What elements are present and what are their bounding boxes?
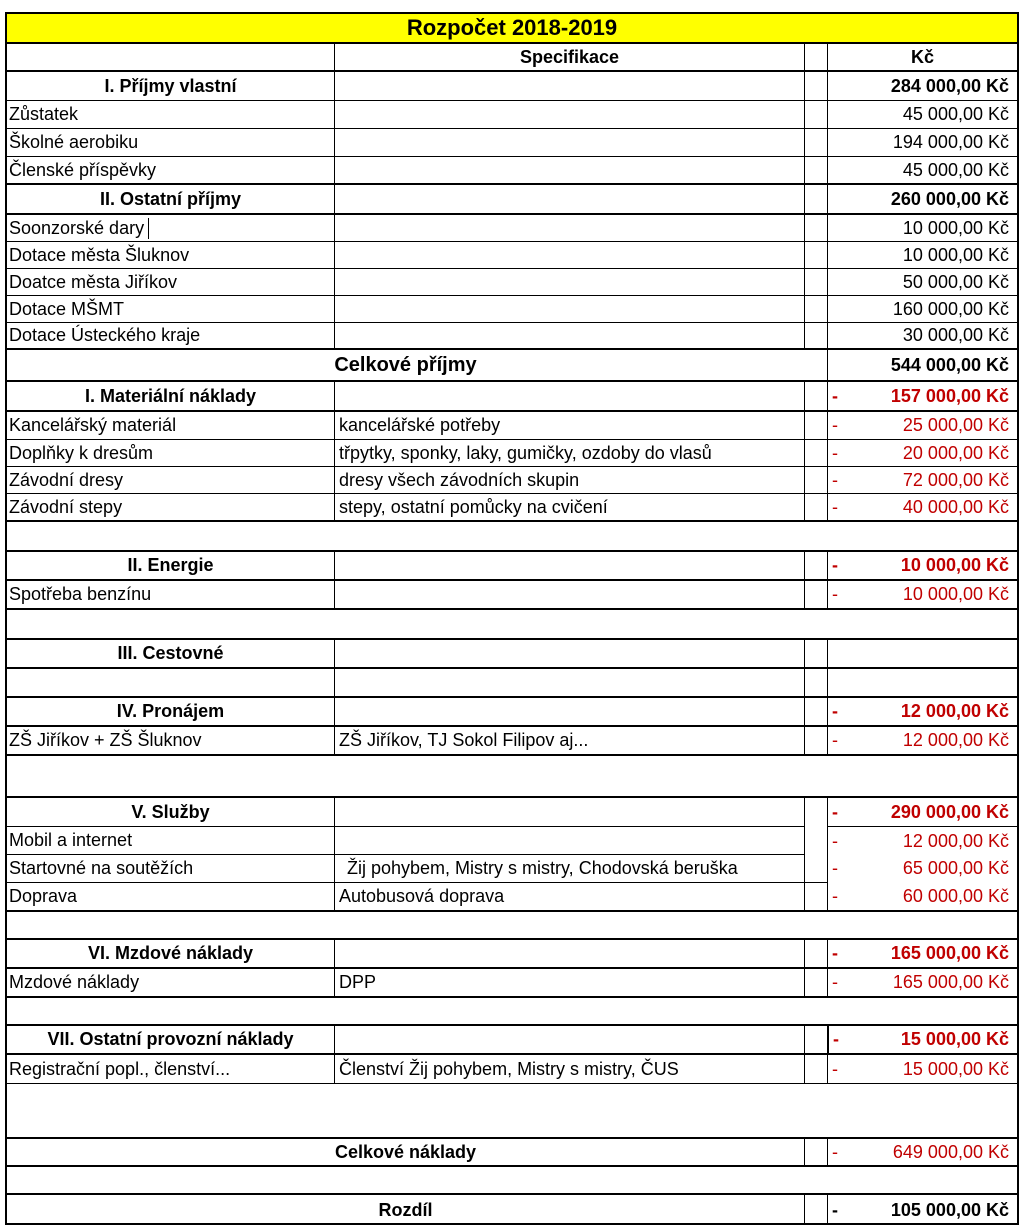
section-row: [7, 798, 1017, 827]
row-amount-value: 72 000,00 Kč: [902, 469, 1009, 490]
row-amount-value: 65 000,00 Kč: [902, 858, 1009, 878]
dash-cell: [804, 412, 827, 440]
section-row: [7, 640, 1017, 669]
row-label: Mzdové náklady: [7, 969, 334, 998]
row-amount-value: 40 000,00 Kč: [902, 496, 1009, 517]
spacer-cell: [7, 1167, 1017, 1195]
minus-sign: -: [832, 1058, 838, 1079]
dash-cell: [804, 698, 827, 727]
section-title: II. Energie: [7, 552, 334, 581]
dash-cell: [804, 552, 827, 581]
row-label-text: Soonzorské dary: [9, 218, 149, 239]
section-total: [827, 552, 1017, 581]
section-title: IV. Pronájem: [7, 698, 334, 727]
row-amount: [827, 855, 1017, 882]
spacer-row: [7, 756, 1017, 798]
row-label: Doatce města Jiříkov: [7, 269, 334, 296]
dash-cell: [804, 242, 827, 269]
difference-value: 105 000,00 Kč: [890, 1199, 1009, 1220]
section-title: V. Služby: [7, 798, 334, 827]
section-title: II. Ostatní příjmy: [7, 185, 334, 215]
table-row: [7, 215, 1017, 242]
spec-cell: [334, 323, 804, 350]
row-amount-value: 15 000,00 Kč: [902, 1058, 1009, 1079]
difference-row: [7, 1195, 1017, 1225]
table-row: [7, 129, 1017, 157]
row-amount: 194 000,00 Kč: [827, 129, 1017, 157]
section-total-value: 290 000,00 Kč: [890, 801, 1009, 822]
minus-sign: -: [832, 555, 838, 575]
table-row: [7, 296, 1017, 323]
table-row: [7, 855, 1017, 882]
title-row: [7, 14, 1017, 44]
section-total-value: 15 000,00 Kč: [900, 1029, 1009, 1049]
spacer-row: [7, 610, 1017, 640]
costs-total-label: Celkové náklady: [7, 1139, 804, 1167]
minus-sign: -: [832, 830, 838, 851]
row-label: Dotace MŠMT: [7, 296, 334, 323]
spacer-cell: [7, 1084, 1017, 1139]
header-spec: Specifikace: [334, 44, 804, 72]
table-row: [7, 269, 1017, 296]
section-row: [7, 552, 1017, 581]
row-spec: [334, 581, 804, 610]
spec-cell: [334, 940, 804, 969]
minus-sign: -: [832, 858, 838, 878]
section-row: [7, 382, 1017, 412]
dash-cell: [804, 72, 827, 101]
row-amount: 30 000,00 Kč: [827, 323, 1017, 350]
spec-cell: [334, 640, 804, 669]
row-amount: [827, 969, 1017, 998]
minus-sign: -: [832, 385, 838, 406]
budget-table: [5, 12, 1019, 1225]
header-label-cell: [7, 44, 334, 72]
section-title: I. Materiální náklady: [7, 382, 334, 412]
section-total-value: 157 000,00 Kč: [890, 385, 1009, 406]
minus-sign: -: [832, 701, 838, 721]
spec-cell: [334, 242, 804, 269]
row-amount: 45 000,00 Kč: [827, 157, 1017, 185]
spec-cell: [334, 72, 804, 101]
minus-sign: -: [832, 1199, 838, 1220]
difference-amount: [827, 1195, 1017, 1225]
row-label: Mobil a internet: [7, 827, 334, 855]
row-amount-value: 12 000,00 Kč: [902, 830, 1009, 851]
minus-sign: -: [833, 1029, 839, 1049]
row-amount-value: 10 000,00 Kč: [902, 584, 1009, 604]
section-row: [7, 72, 1017, 101]
row-label: ZŠ Jiříkov + ZŠ Šluknov: [7, 727, 334, 756]
dash-cell: [804, 1055, 827, 1084]
section-total: [827, 382, 1017, 412]
spec-cell: [334, 669, 804, 698]
table-row: [7, 1055, 1017, 1084]
row-spec: [334, 827, 804, 855]
table-row: [7, 242, 1017, 269]
section-total: [827, 940, 1017, 969]
dash-cell: [804, 669, 827, 698]
row-spec: třpytky, sponky, laky, gumičky, ozdoby do vlasů: [334, 440, 804, 467]
row-amount: [827, 440, 1017, 467]
table-row: [7, 727, 1017, 756]
section-total-value: 165 000,00 Kč: [890, 943, 1009, 963]
row-amount: [827, 494, 1017, 522]
spec-cell: [334, 382, 804, 412]
row-spec: Autobusová doprava: [334, 882, 804, 912]
section-row: [7, 698, 1017, 727]
dash-cell: [804, 129, 827, 157]
costs-total-row: [7, 1139, 1017, 1167]
spec-cell: [334, 269, 804, 296]
dash-cell: [804, 269, 827, 296]
section-row: [7, 1026, 1017, 1055]
row-spec: Žij pohybem, Mistry s mistry, Chodovská beruška: [334, 855, 804, 882]
minus-sign: -: [832, 442, 838, 463]
table-row: [7, 581, 1017, 610]
amount-cell: [827, 669, 1017, 698]
costs-total: [827, 1139, 1017, 1167]
section-title: III. Cestovné: [7, 640, 334, 669]
row-label: Spotřeba benzínu: [7, 581, 334, 610]
row-amount: [827, 581, 1017, 610]
spacer-row: [7, 1084, 1017, 1139]
row-label: Kancelářský materiál: [7, 412, 334, 440]
spacer-row: [7, 998, 1017, 1026]
minus-sign: -: [832, 584, 838, 604]
row-amount: 160 000,00 Kč: [827, 296, 1017, 323]
minus-sign: -: [832, 469, 838, 490]
row-label: Doprava: [7, 882, 334, 912]
table-row: [7, 827, 1017, 855]
dash-cell: [804, 727, 827, 756]
section-title: VI. Mzdové náklady: [7, 940, 334, 969]
row-amount-value: 25 000,00 Kč: [902, 415, 1009, 435]
table-row: [7, 882, 1017, 912]
header-amount: Kč: [827, 44, 1017, 72]
row-label: Dotace města Šluknov: [7, 242, 334, 269]
section-total-value: 10 000,00 Kč: [900, 555, 1009, 575]
table-row: [7, 467, 1017, 494]
section-title: I. Příjmy vlastní: [7, 72, 334, 101]
minus-sign: -: [832, 415, 838, 435]
page-title: Rozpočet 2018-2019: [7, 14, 1017, 44]
table-row: [7, 323, 1017, 350]
section-row: [7, 940, 1017, 969]
row-amount: 50 000,00 Kč: [827, 269, 1017, 296]
table-row: [7, 101, 1017, 129]
section-total: [827, 698, 1017, 727]
dash-cell: [804, 101, 827, 129]
income-total-label: Celkové příjmy: [7, 350, 804, 382]
section-total-value: 12 000,00 Kč: [900, 701, 1009, 721]
spec-cell: [334, 296, 804, 323]
dash-cell: [804, 467, 827, 494]
spacer-cell: [7, 912, 1017, 940]
spec-cell: [334, 129, 804, 157]
dash-cell: [804, 855, 827, 882]
table-row: [7, 412, 1017, 440]
dash-cell: [804, 827, 827, 855]
spec-cell: [334, 1026, 804, 1055]
row-spec: ZŠ Jiříkov, TJ Sokol Filipov aj...: [334, 727, 804, 756]
minus-sign: -: [832, 496, 838, 517]
row-amount: [827, 412, 1017, 440]
dash-cell: [804, 581, 827, 610]
row-amount: 45 000,00 Kč: [827, 101, 1017, 129]
dash-cell: [804, 969, 827, 998]
row-label: Závodní stepy: [7, 494, 334, 522]
dash-cell: [804, 296, 827, 323]
row-spec: dresy všech závodních skupin: [334, 467, 804, 494]
spec-cell: [334, 185, 804, 215]
row-label: Zůstatek: [7, 101, 334, 129]
section-total: 260 000,00 Kč: [827, 185, 1017, 215]
row-label: Startovné na soutěžích: [9, 858, 194, 878]
row-amount: [827, 1055, 1017, 1084]
section-title: VII. Ostatní provozní náklady: [7, 1026, 334, 1055]
row-label: Registrační popl., členství...: [7, 1055, 334, 1084]
row-amount-value: 60 000,00 Kč: [902, 885, 1009, 906]
dash-cell: [804, 215, 827, 242]
dash-cell: [804, 350, 827, 382]
row-label: [7, 215, 334, 242]
table-row: [7, 440, 1017, 467]
row-label: Závodní dresy: [7, 467, 334, 494]
dash-cell: [804, 940, 827, 969]
costs-total-value: 649 000,00 Kč: [892, 1141, 1009, 1162]
section-total: [827, 798, 1017, 827]
minus-sign: -: [832, 943, 838, 963]
row-label: Členské příspěvky: [7, 157, 334, 185]
dash-cell: [804, 798, 827, 827]
row-label: Doplňky k dresům: [7, 440, 334, 467]
minus-sign: -: [832, 972, 838, 992]
income-total-row: [7, 350, 1017, 382]
spacer-cell: [7, 522, 1017, 552]
spec-cell: [334, 552, 804, 581]
table-row: [7, 157, 1017, 185]
row-amount-value: 20 000,00 Kč: [902, 442, 1009, 463]
spacer-row: [7, 1167, 1017, 1195]
dash-cell: [804, 640, 827, 669]
dash-cell: [804, 882, 827, 912]
spacer-cell: [7, 610, 1017, 640]
spacer-cell: [7, 756, 1017, 798]
row-spec: DPP: [334, 969, 804, 998]
row-label: Dotace Ústeckého kraje: [7, 323, 334, 350]
dash-cell: [804, 1026, 827, 1055]
row-label: [7, 669, 334, 698]
spacer-cell: [7, 998, 1017, 1026]
minus-sign: -: [832, 801, 838, 822]
amount-cell: [827, 640, 1017, 669]
spec-cell: [334, 157, 804, 185]
dash-cell: [804, 1195, 827, 1225]
row-spec: Členství Žij pohybem, Mistry s mistry, ČUS: [334, 1055, 804, 1084]
row-spec: kancelářské potřeby: [334, 412, 804, 440]
header-dash-cell: [804, 44, 827, 72]
row-amount-value: 12 000,00 Kč: [902, 730, 1009, 750]
row-amount: [827, 827, 1017, 855]
dash-cell: [804, 440, 827, 467]
dash-cell: [804, 494, 827, 522]
header-row: [7, 44, 1017, 72]
spec-cell: [334, 798, 804, 827]
section-row: [7, 185, 1017, 215]
section-total: 284 000,00 Kč: [827, 72, 1017, 101]
row-amount: [827, 727, 1017, 756]
dash-cell: [804, 382, 827, 412]
spacer-row: [7, 912, 1017, 940]
table-row: [7, 494, 1017, 522]
dash-cell: [804, 157, 827, 185]
spec-cell: [334, 101, 804, 129]
spec-cell: [334, 698, 804, 727]
spec-cell: [334, 215, 804, 242]
row-amount: 10 000,00 Kč: [827, 242, 1017, 269]
difference-label: Rozdíl: [378, 1199, 433, 1220]
income-total: 544 000,00 Kč: [827, 350, 1017, 382]
table-row: [7, 669, 1017, 698]
dash-cell: [804, 185, 827, 215]
section-total: [827, 1026, 1017, 1055]
row-spec: stepy, ostatní pomůcky na cvičení: [334, 494, 804, 522]
dash-cell: [804, 323, 827, 350]
minus-sign: -: [832, 885, 838, 906]
row-label: Školné aerobiku: [7, 129, 334, 157]
row-amount: 10 000,00 Kč: [827, 215, 1017, 242]
dash-cell: [804, 1139, 827, 1167]
row-amount: [827, 467, 1017, 494]
spacer-row: [7, 522, 1017, 552]
row-amount-value: 165 000,00 Kč: [892, 972, 1009, 992]
minus-sign: -: [832, 730, 838, 750]
table-row: [7, 969, 1017, 998]
minus-sign: -: [832, 1141, 838, 1162]
row-amount: [827, 882, 1017, 912]
